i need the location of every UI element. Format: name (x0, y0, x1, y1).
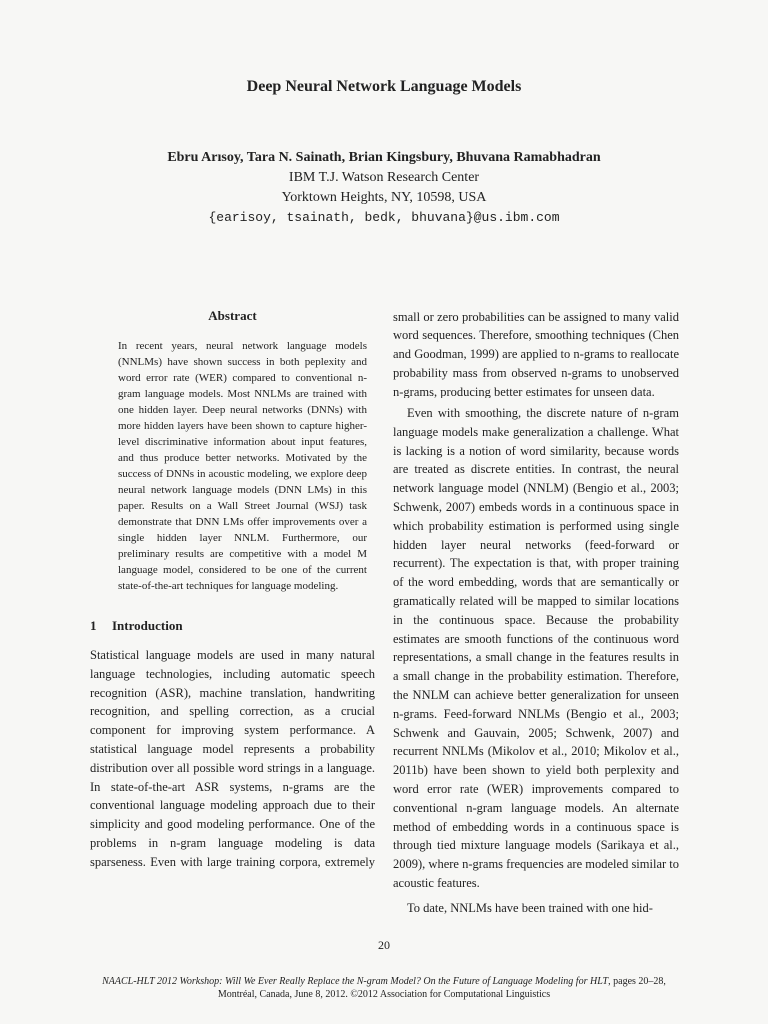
abstract-heading: Abstract (208, 308, 257, 323)
address: Yorktown Heights, NY, 10598, USA (281, 190, 487, 205)
footer-pages: , pages 20–28, (608, 976, 666, 987)
paper-title: Deep Neural Network Language Models (246, 78, 522, 95)
right-column (393, 308, 679, 918)
affiliation: IBM T.J. Watson Research Center (288, 170, 480, 185)
page-number: 20 (378, 938, 390, 952)
intro-paragraph-1-tail: small or zero probabilities can be assigned to many valid word sequences. Therefore, smoothing techniques (Chen and Goodman, 1999) are applied to n-grams to reallocate probability mass from observed n-grams to unobserved n-grams, producing better estimates for unseen data. (393, 309, 679, 398)
abstract-text: In recent years, neural network language models (NNLMs) have shown success in both peplexity and word error rate (WER) compared to conventional n-gram language models. Most NNLMs are trained with one hidden layer. Deep neural networks (DNNs) with more hidden layers have been shown to capture higher-level discriminative information about input features, and thus produce better networks. Motivated by the success of DNNs in acoustic modeling, we explore deep neural network language models (DNN LMs) in this paper. Results on a Wall Street Journal (WSJ) task demonstrate that DNN LMs offer improvements over a single hidden layer NNLM. Furthermore, our preliminary results are competitive with a model M language model, considered to be one of the current state-of-the-art techniques for language modeling. (118, 340, 367, 592)
section-number: 1 (90, 618, 97, 633)
section-heading-introduction (90, 618, 375, 634)
intro-paragraph-1-continued (393, 308, 679, 398)
author-block (0, 148, 768, 228)
page-footer (40, 975, 728, 1001)
footer-location: Montréal, Canada, June 8, 2012. ©2012 Association for Computational Linguistics (217, 989, 551, 1000)
section-title: Introduction (112, 618, 183, 633)
intro-paragraph-2: Even with smoothing, the discrete nature of n-gram language models make generalization a challenge. What is lacking is a notion of word similarity, because words are treated as discrete entities. In contrast, the neural network language model (NNLM) (Bengio et al., 2003; Schwenk, 2007) embeds words in a continuous space in which probability estimation is performed using single hidden layer neural networks (feed-forward or recurrent). The expectation is that, with proper training of the word embedding, words that are semantically or gramatically related will be mapped to similar locations in the continuous space. Because the probability estimates are smooth functions of the continuous word representations, a small change in the features results in a small change in the probability estimation. Therefore, the NNLM can achieve better generalization for unseen n-grams. Feed-forward NNLMs (Bengio et al., 2003; Schwenk and Gauvain, 2005; Schwenk, 2007) and recurrent NNLMs (Mikolov et al., 2010; Mikolov et al., 2011b) have been shown to yield both perplexity and word error rate (WER) improvements compared to conventional n-gram language models. An alternate method of embedding words in a continuous space is through tied mixture language models (Sarikaya et al., 2009), where n-grams frequencies are modeled similar to acoustic features. (393, 406, 680, 890)
footer-venue: NAACL-HLT 2012 Workshop: Will We Ever Really Replace the N-gram Model? On the Future of Language Modeling for HLT (102, 976, 609, 987)
intro-paragraph-3: To date, NNLMs have been trained with one hid- (407, 900, 653, 915)
author-emails: {earisoy, tsainath, bedk, bhuvana}@us.ibm.com (208, 210, 560, 225)
left-column (90, 308, 375, 871)
author-list: Ebru Arısoy, Tara N. Sainath, Brian Kingsbury, Bhuvana Ramabhadran (167, 150, 601, 165)
intro-paragraph-1: Statistical language models are used in many natural language technologies, including automatic speech recognition (ASR), machine translation, handwriting recognition, and spelling correction, as a crucial component for improving system performance. A statistical language model represents a probability distribution over all possible word strings in a language. In state-of-the-art ASR systems, n-grams are the conventional language modeling approach due to their simplicity and good modeling performance. One of the problems in n-gram language modeling is data sparseness. Even with large training corpora, extremely (90, 648, 375, 869)
